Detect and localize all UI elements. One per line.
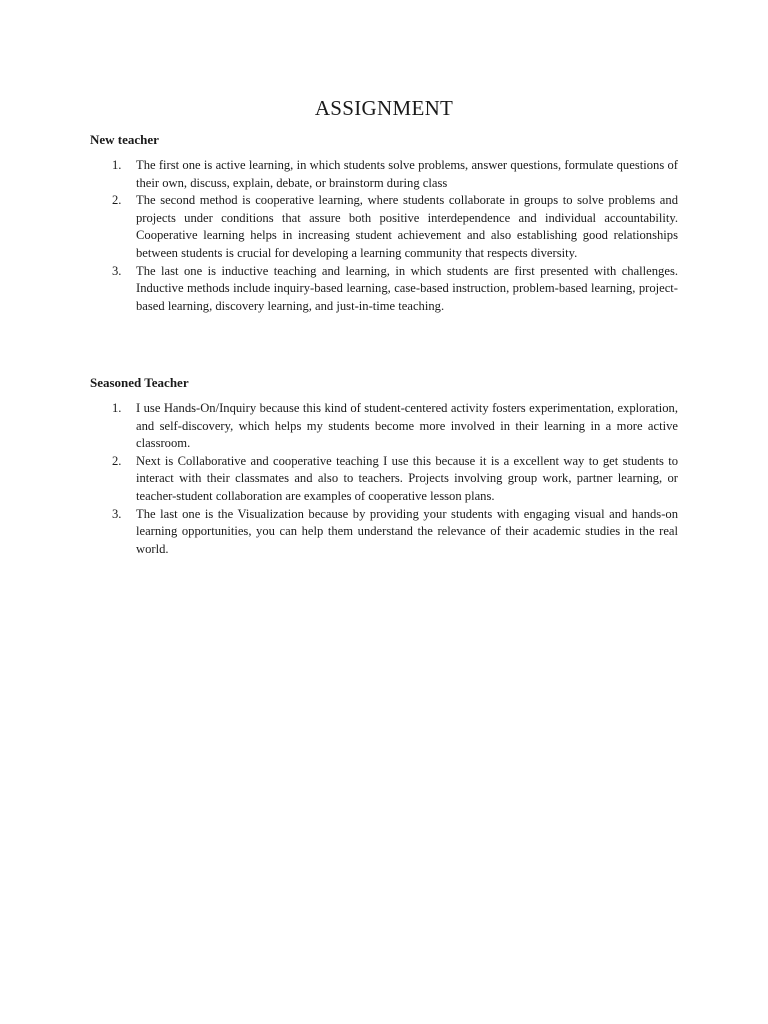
list-item <box>90 506 678 559</box>
section-seasoned-teacher <box>90 374 678 558</box>
list-item-text: The last one is inductive teaching and learning, in which students are first presented with challenges. Inductive methods include inquiry-based learning, case-based instruction, problem-based learning, project-based learning, discovery learning, and just-in-time teaching. <box>136 263 678 313</box>
list-item-number: 1. <box>112 158 122 172</box>
list-item-number: 3. <box>112 263 122 278</box>
list-item-text: The last one is the Visualization because by providing your students with engaging visual and hands-on learning opportunities, you can help them understand the relevance of their academic studies in the real world. <box>136 506 678 556</box>
list-item-text: I use Hands-On/Inquiry because this kind of student-centered activity fosters experimentation, exploration, and self-discovery, which helps my students become more involved in their learning in a more active classroom. <box>136 401 678 451</box>
list-item-number: 2. <box>112 453 122 468</box>
list-item-number: 2. <box>112 193 122 208</box>
list-item-text: The first one is active learning, in which students solve problems, answer questions, formulate questions of their own, discuss, explain, debate, or brainstorm during class <box>136 158 678 190</box>
section-new-teacher <box>90 131 678 315</box>
list-item-text: The second method is cooperative learning, where students collaborate in groups to solve problems and projects under conditions that assure both positive interdependence and individual accountability. Cooperative learning helps in increasing student achievement and also establishing good relationships between students is crucial for developing a learning community that respects diversity. <box>136 193 678 260</box>
list-item-number: 3. <box>112 506 122 521</box>
list-item-number: 1. <box>112 401 122 415</box>
new-teacher-list <box>90 157 678 315</box>
section-heading-seasoned-teacher: Seasoned Teacher <box>90 375 189 390</box>
list-item <box>90 263 678 316</box>
seasoned-teacher-list <box>90 400 678 558</box>
section-heading-new-teacher: New teacher <box>90 132 159 147</box>
list-item <box>90 453 678 506</box>
document-title: ASSIGNMENT <box>314 96 454 120</box>
list-item <box>90 192 678 262</box>
list-item <box>90 400 678 453</box>
list-item-text: Next is Collaborative and cooperative teaching I use this because it is a excellent way to get students to interact with their classmates and also to teachers. Projects involving group work, partner learning, or teacher-student collaboration are examples of cooperative lesson plans. <box>136 453 678 503</box>
list-item <box>90 157 678 192</box>
